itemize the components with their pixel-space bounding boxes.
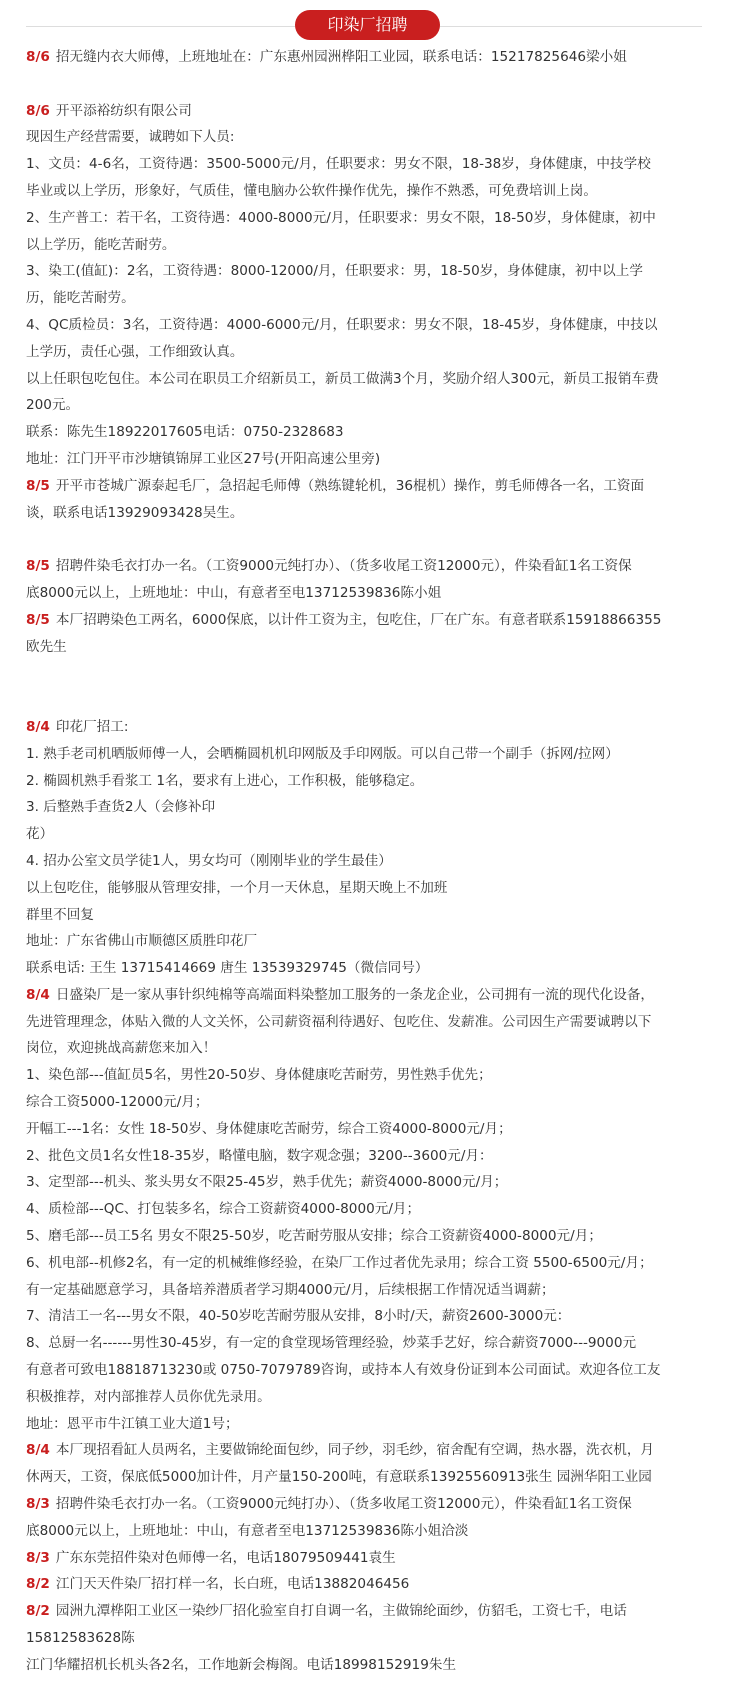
- listing-line: [26, 875, 708, 902]
- blank-line: [26, 526, 708, 553]
- section-title: 印染厂招聘: [295, 10, 440, 40]
- listing-line: [26, 124, 708, 151]
- listing-text: 本厂现招看缸人员两名，主要做锦纶面包纱，同子纱，羽毛纱，宿舍配有空调，热水器，洗衣机，月: [55, 1442, 655, 1459]
- listing-line: [26, 392, 708, 419]
- listing-start-line: [26, 1598, 708, 1625]
- listing-text: 3、染工(值缸)：2名，工资待遇：8000-12000/月，任职要求：男，18-50岁，身体健康，初中以上学: [26, 263, 643, 280]
- listing-text: 地址：江门开平市沙塘镇锦屏工业区27号(开阳高速公里旁): [26, 450, 381, 467]
- listing-date: 8/5: [26, 611, 50, 628]
- listing-line: [26, 821, 708, 848]
- listing-start-line: [26, 44, 708, 71]
- listing-text: 园洲九潭桦阳工业区一染纱厂招化验室自打自调一名，主做锦纶面纱，仿貂毛，工资七千，电话: [55, 1603, 627, 1620]
- listing-text: 4、质检部---QC、打包装多名，综合工资薪资4000-8000元/月；: [26, 1201, 421, 1218]
- section-header: [26, 4, 702, 44]
- listing-line: [26, 285, 708, 312]
- listing-date: 8/2: [26, 1576, 50, 1593]
- listing-text: 4. 招办公室文员学徒1人，男女均可（刚刚毕业的学生最佳）: [26, 852, 392, 869]
- listing-text: 开幅工---1名：女性 18-50岁、身体健康吃苦耐劳，综合工资4000-8000元/月；: [26, 1120, 512, 1137]
- listing-date: 8/2: [26, 1603, 50, 1620]
- listing-text: 2. 椭圆机熟手看浆工 1名，要求有上进心，工作积极，能够稳定。: [26, 772, 424, 789]
- listing-text: 有一定基础愿意学习，具备培养潜质者学习期4000元/月，后续根据工作情况适当调薪；: [26, 1281, 555, 1298]
- listing-text: 5、磨毛部---员工5名 男女不限25-50岁，吃苦耐劳服从安排；综合工资薪资4000-8000元/月；: [26, 1228, 602, 1245]
- listing-line: [26, 1223, 708, 1250]
- listing-line: [26, 178, 708, 205]
- listing-line: [26, 1143, 708, 1170]
- listing-date: 8/5: [26, 558, 50, 575]
- listing-text: 招聘件染毛衣打办一名。（工资9000元纯打办）、（货多收尾工资12000元），件染看缸1名工资保: [55, 1496, 632, 1513]
- listing-date: 8/4: [26, 986, 50, 1003]
- listing-line: [26, 1250, 708, 1277]
- listing-date: 8/3: [26, 1549, 50, 1566]
- listing-line: [26, 446, 708, 473]
- listing-text: 开平市苍城广源泰起毛厂，急招起毛师傅（熟练键轮机，36棍机）操作，剪毛师傅各一名，工资面: [55, 477, 645, 494]
- listing-text: 岗位，欢迎挑战高薪您来加入！: [26, 1040, 217, 1057]
- listing-line: [26, 1411, 708, 1438]
- listing-text: 地址：广东省佛山市顺德区质胜印花厂: [26, 933, 258, 950]
- listing-text: 15812583628陈: [26, 1630, 135, 1647]
- listing-date: 8/5: [26, 477, 50, 494]
- listing-text: 底8000元以上，上班地址：中山，有意者至电13712539836陈小姐: [26, 584, 442, 601]
- listing-text: 1. 熟手老司机晒版师傅一人，会晒椭圆机机印网版及手印网版。可以自己带一个副手（拆网/拉网）: [26, 745, 619, 762]
- blank-line: [26, 660, 708, 687]
- listing-line: [26, 741, 708, 768]
- listing-line: [26, 955, 708, 982]
- listing-line: [26, 1384, 708, 1411]
- listing-text: 群里不回复: [26, 906, 94, 923]
- listing-text: 欧先生: [26, 638, 67, 655]
- listing-text: 招聘件染毛衣打办一名。（工资9000元纯打办）、（货多收尾工资12000元），件染看缸1名工资保: [55, 558, 632, 575]
- listing-start-line: [26, 1437, 708, 1464]
- listing-text: 广东东莞招件染对色师傅一名，电话18079509441袁生: [55, 1549, 396, 1566]
- blank-line: [26, 71, 708, 98]
- listing-text: 休两天，工资，保底低5000加计件，月产量150-200吨，有意联系13925560913张生 园洲华阳工业园: [26, 1469, 652, 1486]
- listing-line: [26, 1035, 708, 1062]
- listing-text: 2、生产普工：若干名，工资待遇：4000-8000元/月，任职要求：男女不限，18-50岁，身体健康，初中: [26, 209, 656, 226]
- listing-line: [26, 1009, 708, 1036]
- listing-text: 毕业或以上学历，形象好，气质佳，懂电脑办公软件操作优先，操作不熟悉，可免费培训上岗。: [26, 182, 597, 199]
- listing-text: 上学历，责任心强，工作细致认真。: [26, 343, 244, 360]
- listing-line: [26, 1277, 708, 1304]
- listing-line: [26, 1357, 708, 1384]
- listing-text: 8、总厨一名------男性30-45岁，有一定的食堂现场管理经验，炒菜手艺好，综合薪资7000---9000元: [26, 1335, 637, 1352]
- listing-line: [26, 1089, 708, 1116]
- listing-text: 现因生产经营需要，诚聘如下人员:: [26, 129, 235, 146]
- listing-text: 日盛染厂是一家从事针织纯棉等高端面料染整加工服务的一条龙企业，公司拥有一流的现代化设备，: [55, 986, 655, 1003]
- listing-start-line: [26, 982, 708, 1009]
- listing-text: 2、批色文员1名女性18-35岁，略懂电脑，数字观念强；3200--3600元/月：: [26, 1147, 493, 1164]
- listing-start-line: [26, 714, 708, 741]
- listing-text: 3、定型部---机头、浆头男女不限25-45岁，熟手优先；薪资4000-8000元/月；: [26, 1174, 508, 1191]
- listing-line: [26, 1652, 708, 1679]
- listing-text: 200元。: [26, 397, 80, 414]
- listing-line: [26, 1169, 708, 1196]
- listing-date: 8/4: [26, 718, 50, 735]
- listing-date: 8/3: [26, 1496, 50, 1513]
- listing-text: 综合工资5000-12000元/月；: [26, 1094, 209, 1111]
- listing-date: 8/6: [26, 102, 50, 119]
- listing-text: 底8000元以上，上班地址：中山，有意者至电13712539836陈小姐洽淡: [26, 1522, 469, 1539]
- listing-text: 联系电话: 王生 13715414669 唐生 13539329745（微信同号）: [26, 960, 429, 977]
- listing-line: [26, 312, 708, 339]
- listing-line: [26, 848, 708, 875]
- listing-text: 历，能吃苦耐劳。: [26, 290, 135, 307]
- listing-line: [26, 151, 708, 178]
- listing-text: 6、机电部--机修2名，有一定的机械维修经验，在染厂工作过者优先录用；综合工资 5500-6500元/月；: [26, 1254, 653, 1271]
- blank-line: [26, 687, 708, 714]
- listing-text: 联系：陈先生18922017605电话：0750-2328683: [26, 424, 344, 441]
- listing-line: [26, 580, 708, 607]
- listing-line: [26, 1062, 708, 1089]
- listing-line: [26, 1518, 708, 1545]
- listing-start-line: [26, 553, 708, 580]
- listing-line: [26, 794, 708, 821]
- listing-text: 3. 后整熟手查货2人（会修补印: [26, 799, 216, 816]
- listing-text: 先进管理理念，体贴入微的人文关怀，公司薪资福利待遇好、包吃住、发薪准。公司因生产需要诚聘以下: [26, 1013, 652, 1030]
- listing-text: 江门华耀招机长机头各2名，工作地新会梅阁。电话18998152919朱生: [26, 1656, 457, 1673]
- listing-date: 8/6: [26, 49, 50, 65]
- listing-line: [26, 205, 708, 232]
- listing-line: [26, 1196, 708, 1223]
- listing-text: 印花厂招工:: [55, 718, 129, 735]
- listing-text: 以上包吃住，能够服从管理安排，一个月一天休息，星期天晚上不加班: [26, 879, 448, 896]
- listing-start-line: [26, 98, 708, 125]
- listing-start-line: [26, 607, 708, 634]
- listing-text: 本厂招聘染色工两名，6000保底，以计件工资为主，包吃住，厂在广东。有意者联系15918866355: [55, 611, 662, 628]
- listing-text: 7、清洁工一名---男女不限，40-50岁吃苦耐劳服从安排，8小时/天，薪资2600-3000元：: [26, 1308, 571, 1325]
- listing-text: 江门天天件染厂招打样一名，长白班，电话13882046456: [55, 1576, 410, 1593]
- listing-line: [26, 500, 708, 527]
- listing-text: 开平添裕纺织有限公司: [55, 102, 192, 119]
- listing-start-line: [26, 1571, 708, 1598]
- listing-line: [26, 1330, 708, 1357]
- listing-text: 有意者可致电18818713230或 0750-7079789咨询，或持本人有效身份证到本公司面试。欢迎各位工友: [26, 1362, 661, 1379]
- listing-text: 招无缝内衣大师傅，上班地址在：广东惠州园洲桦阳工业园，联系电话：15217825646梁小姐: [55, 49, 627, 65]
- listing-line: [26, 1303, 708, 1330]
- listing-text: 谈，联系电话13929093428吴生。: [26, 504, 244, 521]
- listing-text: 花）: [26, 826, 54, 843]
- listing-line: [26, 902, 708, 929]
- listing-text: 4、QC质检员：3名，工资待遇：4000-6000元/月，任职要求：男女不限，18-45岁，身体健康，中技以: [26, 316, 658, 333]
- listing-line: [26, 258, 708, 285]
- listing-line: [26, 232, 708, 259]
- listing-line: [26, 1625, 708, 1652]
- listing-start-line: [26, 1545, 708, 1572]
- listing-start-line: [26, 1491, 708, 1518]
- listing-line: [26, 1116, 708, 1143]
- job-listings: [26, 44, 708, 1679]
- listing-text: 1、染色部---值缸员5名，男性20-50岁、身体健康吃苦耐劳，男性熟手优先；: [26, 1067, 492, 1084]
- listing-line: [26, 634, 708, 661]
- listing-text: 以上任职包吃包住。本公司在职员工介绍新员工，新员工做满3个月，奖励介绍人300元，新员工报销车费: [26, 370, 659, 387]
- listing-text: 积极推荐，对内部推荐人员你优先录用。: [26, 1388, 271, 1405]
- listing-line: [26, 928, 708, 955]
- listing-date: 8/4: [26, 1442, 50, 1459]
- listing-line: [26, 419, 708, 446]
- listing-line: [26, 768, 708, 795]
- listing-text: 以上学历，能吃苦耐劳。: [26, 236, 176, 253]
- listing-text: 1、文员：4-6名，工资待遇：3500-5000元/月，任职要求：男女不限，18-38岁，身体健康，中技学校: [26, 156, 651, 173]
- listing-text: 地址：恩平市牛江镇工业大道1号；: [26, 1415, 239, 1432]
- listing-start-line: [26, 473, 708, 500]
- listing-line: [26, 339, 708, 366]
- listing-line: [26, 1464, 708, 1491]
- listing-line: [26, 366, 708, 393]
